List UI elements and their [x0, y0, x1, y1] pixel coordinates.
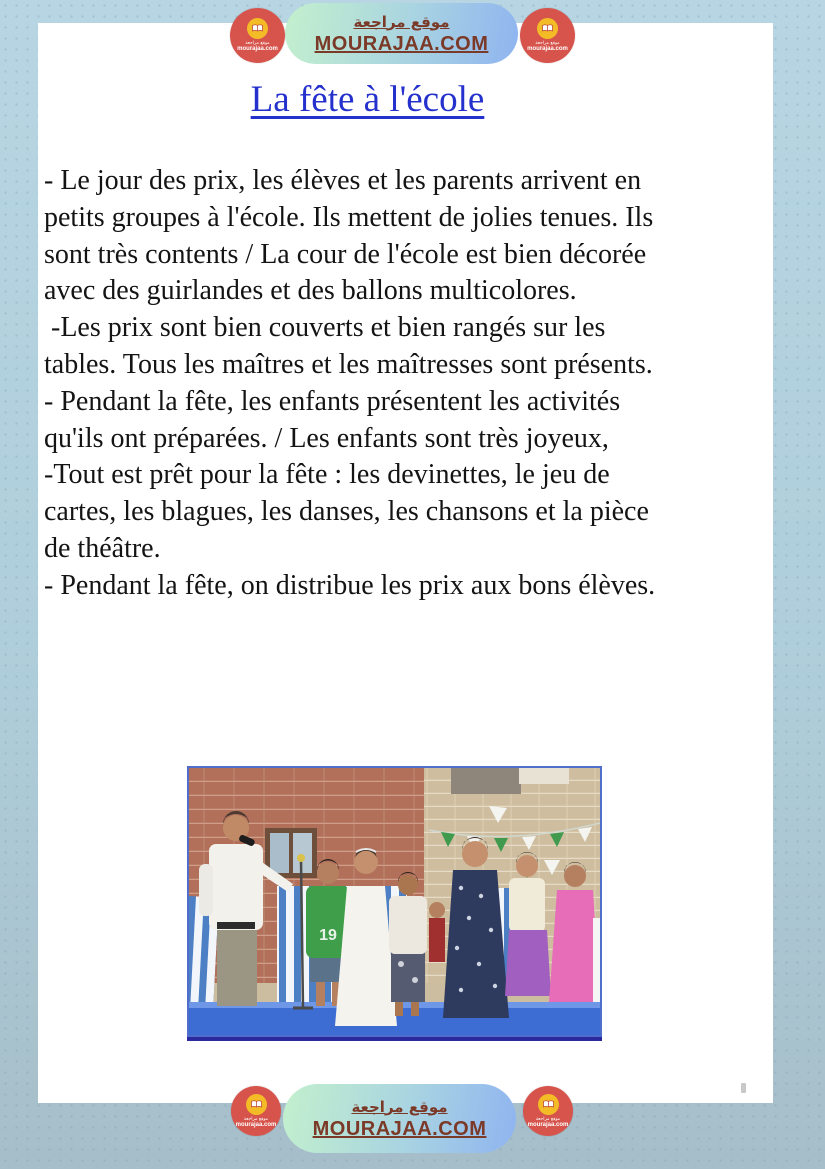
text-line: de théâtre.: [44, 532, 161, 564]
badge-arabic-label: موقع مراجعة: [243, 1116, 269, 1122]
text-line: - Pendant la fête, on distribue les prix aux bons élèves.: [44, 569, 656, 601]
footer-banner: [283, 1084, 516, 1153]
text-line: cartes, les blagues, les danses, les chansons et la pièce: [44, 496, 649, 528]
text-line: qu'ils ont préparées. / Les enfants sont très joyeux,: [44, 422, 609, 454]
photo-underline: [187, 1037, 602, 1041]
badge-arabic-label: موقع مراجعة: [535, 1116, 561, 1122]
school-celebration-photo: [187, 766, 602, 1037]
footer-site-url: MOURAJAA.COM: [312, 1117, 487, 1140]
badge-url-label: mourajaa.com: [237, 46, 278, 52]
header-site-url: MOURAJAA.COM: [314, 32, 489, 55]
jersey-number: 19: [319, 927, 337, 944]
mourajaa-logo-badge: [523, 1086, 573, 1136]
text-line: sont très contents / La cour de l'école est bien décorée: [44, 238, 647, 270]
badge-url-label: mourajaa.com: [527, 1121, 569, 1128]
book-icon: [246, 1094, 267, 1115]
text-line: - Pendant la fête, les enfants présentent les activités: [44, 385, 621, 417]
ink-smudge: [741, 1083, 746, 1093]
lesson-text: [44, 163, 744, 605]
badge-url-label: mourajaa.com: [235, 1121, 277, 1128]
text-line: petits groupes à l'école. Ils mettent de jolies tenues. Ils: [44, 201, 654, 233]
text-line: - Le jour des prix, les élèves et les parents arrivent en: [44, 165, 642, 196]
badge-arabic-label: موقع مراجعة: [245, 41, 270, 46]
book-icon: [537, 18, 558, 39]
mourajaa-logo-badge: [520, 8, 575, 63]
child-in-red: [429, 902, 445, 962]
page-title: La fête à l'école: [250, 79, 485, 120]
book-icon: [247, 18, 268, 39]
book-icon: [538, 1094, 559, 1115]
text-line: -Les prix sont bien couverts et bien rangés sur les: [44, 312, 606, 344]
badge-arabic-label: موقع مراجعة: [535, 41, 560, 46]
text-line: -Tout est prêt pour la fête : les devinettes, le jeu de: [44, 459, 610, 491]
text-line: avec des guirlandes et des ballons multicolores.: [44, 275, 577, 307]
header-banner: [285, 3, 518, 64]
mourajaa-logo-badge: [230, 8, 285, 63]
badge-url-label: mourajaa.com: [527, 46, 568, 52]
footer-site-name-arabic: موقع مراجعة: [351, 1097, 448, 1116]
mourajaa-logo-badge: [231, 1086, 281, 1136]
header-site-name-arabic: موقع مراجعة: [353, 12, 450, 31]
text-line: tables. Tous les maîtres et les maîtresses sont présents.: [44, 348, 653, 380]
